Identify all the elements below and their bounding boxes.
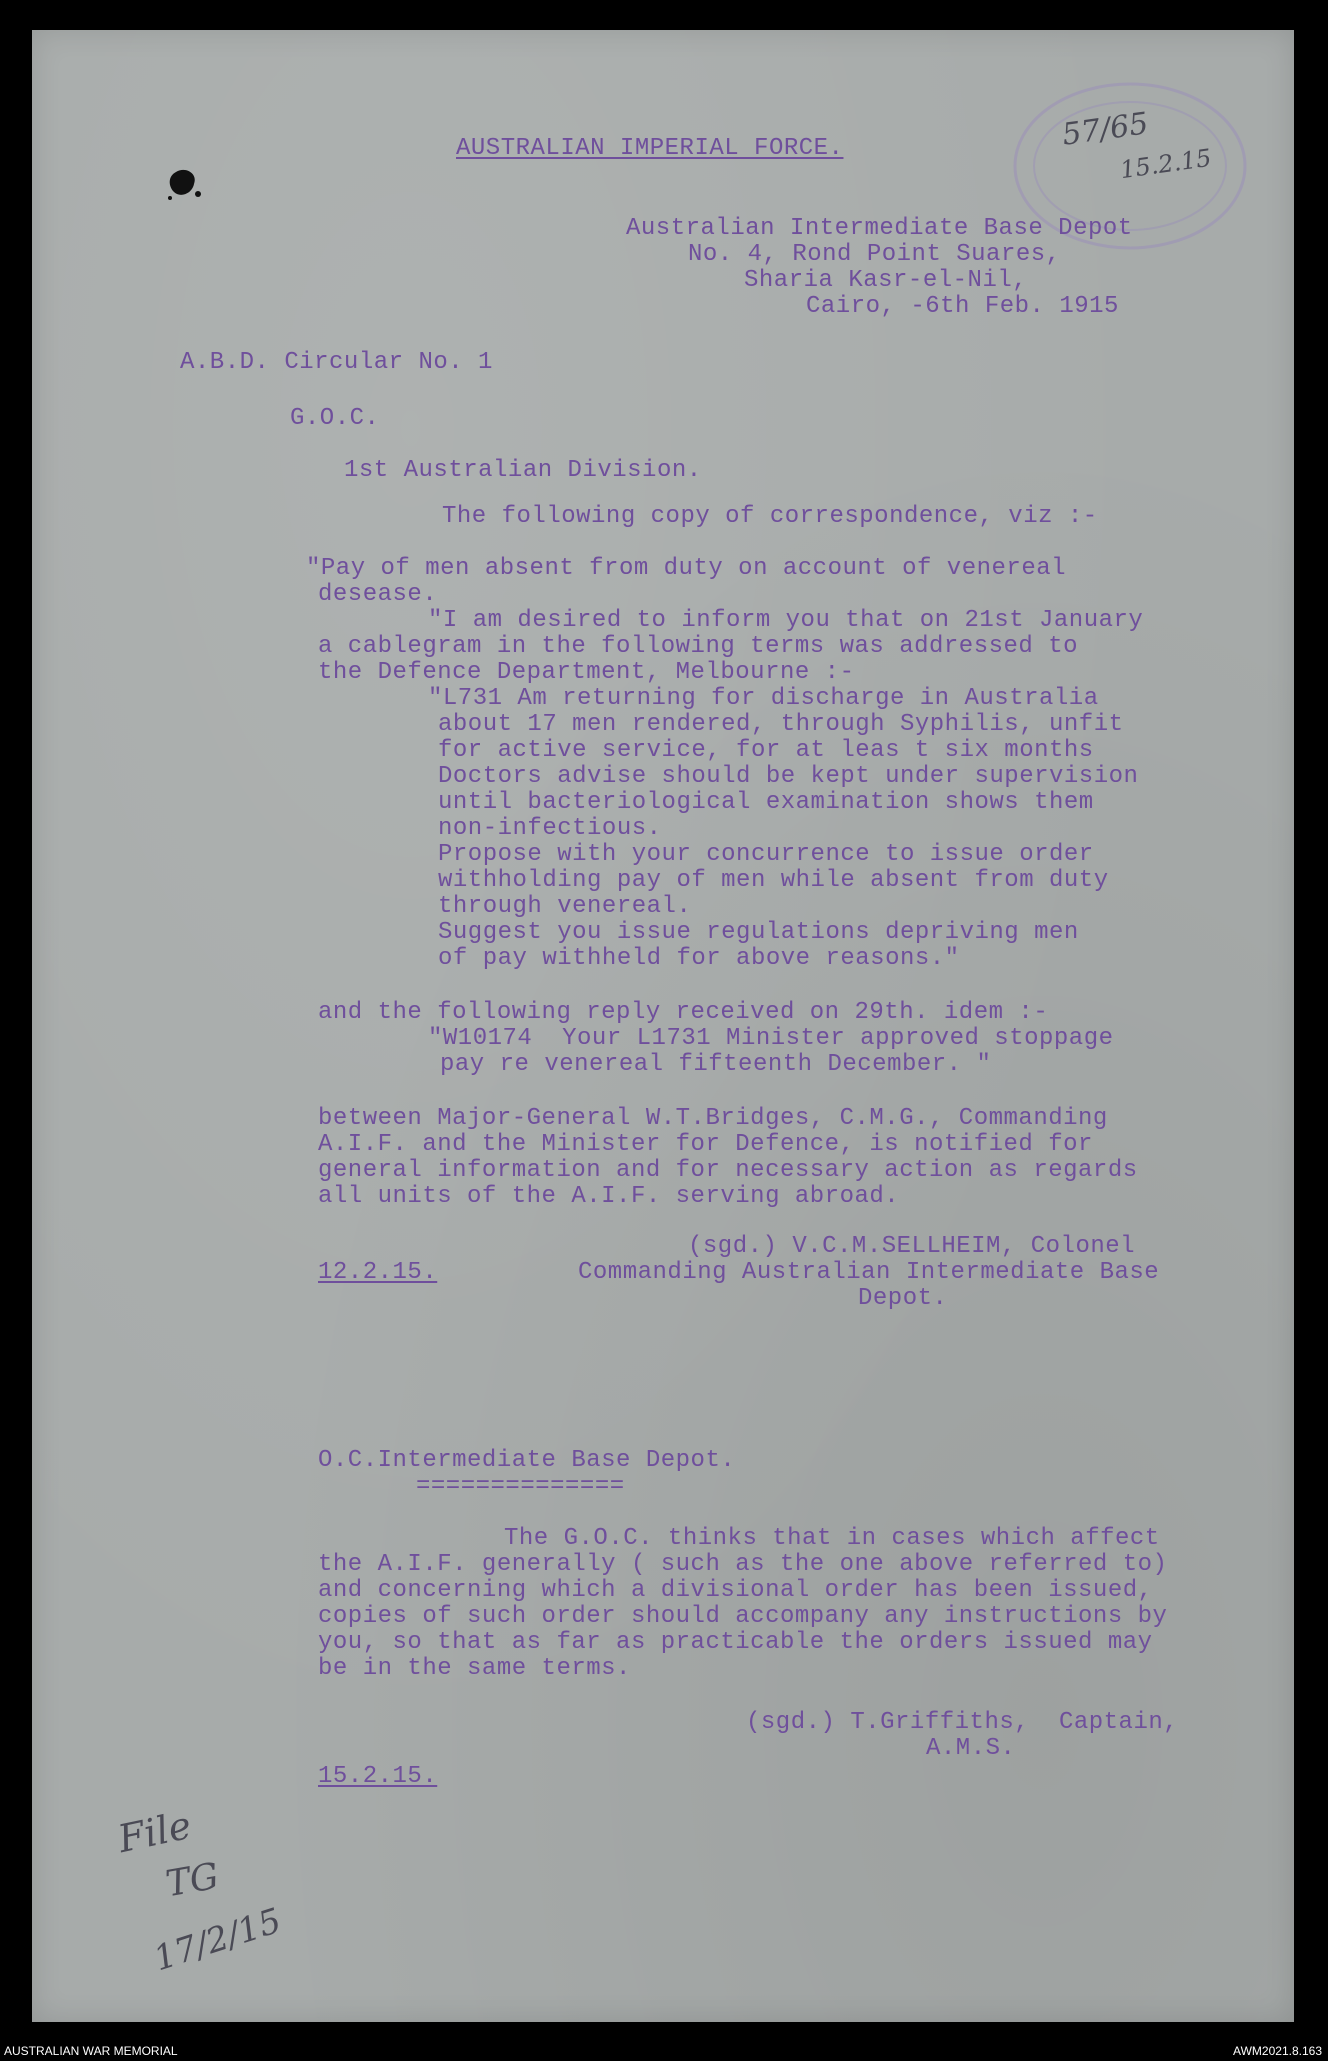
cable-line-8: withholding pay of men while absent from duty bbox=[438, 867, 1109, 894]
signature-1-line-1: (sgd.) V.C.M.SELLHEIM, Colonel bbox=[688, 1233, 1136, 1260]
cable-line-2: about 17 men rendered, through Syphilis, unfit bbox=[438, 711, 1124, 738]
section-2-line-2: the A.I.F. generally ( such as the one above referred to) bbox=[318, 1551, 1168, 1578]
quote-body-2: a cablegram in the following terms was addressed to bbox=[318, 633, 1079, 660]
notification-line-3: general information and for necessary action as regards bbox=[318, 1157, 1138, 1184]
section-2-rule: ============== bbox=[416, 1473, 625, 1500]
handwritten-date: 17/2/15 bbox=[149, 1900, 287, 1980]
footer-institution: AUSTRALIAN WAR MEMORIAL bbox=[4, 2044, 178, 2058]
cable-line-3: for active service, for at leas t six months bbox=[438, 737, 1094, 764]
section-2-line-6: be in the same terms. bbox=[318, 1655, 631, 1682]
reply-line-2: pay re venereal fifteenth December. " bbox=[440, 1051, 992, 1078]
address-line-3: Sharia Kasr-el-Nil, bbox=[744, 267, 1028, 294]
document-title: AUSTRALIAN IMPERIAL FORCE. bbox=[456, 135, 844, 162]
section-2-line-1: The G.O.C. thinks that in cases which affect bbox=[504, 1525, 1160, 1552]
address-line-4: Cairo, -6th Feb. 1915 bbox=[806, 293, 1119, 320]
notification-line-4: all units of the A.I.F. serving abroad. bbox=[318, 1183, 900, 1210]
footer-accession-number: AWM2021.8.163 bbox=[1233, 2044, 1322, 2058]
recipient-line-2: 1st Australian Division. bbox=[344, 457, 702, 484]
address-line-1: Australian Intermediate Base Depot bbox=[626, 215, 1133, 242]
circular-number: A.B.D. Circular No. 1 bbox=[180, 349, 493, 376]
cable-line-4: Doctors advise should be kept under supervision bbox=[438, 763, 1139, 790]
reply-intro: and the following reply received on 29th. idem :- bbox=[318, 999, 1049, 1026]
reply-line-1: "W10174 Your L1731 Minister approved stoppage bbox=[428, 1025, 1114, 1052]
ink-blot-mark bbox=[164, 164, 204, 204]
quote-body-3: the Defence Department, Melbourne :- bbox=[318, 659, 855, 686]
address-line-2: No. 4, Rond Point Suares, bbox=[688, 241, 1061, 268]
section-2-heading: O.C.Intermediate Base Depot. bbox=[318, 1447, 736, 1474]
stamp-date: 15.2.15 bbox=[1118, 143, 1214, 185]
quote-heading-2: desease. bbox=[318, 581, 438, 608]
quote-heading-1: "Pay of men absent from duty on account of venereal bbox=[306, 555, 1067, 582]
handwritten-file-note: File bbox=[114, 1802, 195, 1862]
signature-1-line-3: Depot. bbox=[858, 1285, 948, 1312]
signature-1-line-2: Commanding Australian Intermediate Base bbox=[578, 1259, 1160, 1286]
cable-line-7: Propose with your concurrence to issue order bbox=[438, 841, 1094, 868]
section-2-line-4: copies of such order should accompany any instructions by bbox=[318, 1603, 1168, 1630]
notification-line-2: A.I.F. and the Minister for Defence, is notified for bbox=[318, 1131, 1093, 1158]
recipient-line-1: G.O.C. bbox=[290, 405, 380, 432]
cable-line-6: non-infectious. bbox=[438, 815, 662, 842]
document-page bbox=[32, 30, 1294, 2022]
section-2-line-5: you, so that as far as practicable the orders issued may bbox=[318, 1629, 1153, 1656]
intro-line: The following copy of correspondence, viz :- bbox=[442, 503, 1098, 530]
section-2-line-3: and concerning which a divisional order has been issued, bbox=[318, 1577, 1153, 1604]
signature-2-line-1: (sgd.) T.Griffiths, Captain, bbox=[746, 1709, 1179, 1736]
notification-line-1: between Major-General W.T.Bridges, C.M.G., Commanding bbox=[318, 1105, 1108, 1132]
cable-line-11: of pay withheld for above reasons." bbox=[438, 945, 960, 972]
signature-1-date: 12.2.15. bbox=[318, 1259, 438, 1286]
signature-2-line-2: A.M.S. bbox=[926, 1735, 1016, 1762]
signature-2-date: 15.2.15. bbox=[318, 1763, 438, 1790]
cable-line-5: until bacteriological examination shows them bbox=[438, 789, 1094, 816]
handwritten-initials: TG bbox=[162, 1855, 222, 1906]
cable-line-9: through venereal. bbox=[438, 893, 692, 920]
stamp-number: 57/65 bbox=[1059, 106, 1151, 153]
cable-line-10: Suggest you issue regulations depriving men bbox=[438, 919, 1079, 946]
quote-body-1: "I am desired to inform you that on 21st January bbox=[428, 607, 1144, 634]
cable-line-1: "L731 Am returning for discharge in Australia bbox=[428, 685, 1099, 712]
